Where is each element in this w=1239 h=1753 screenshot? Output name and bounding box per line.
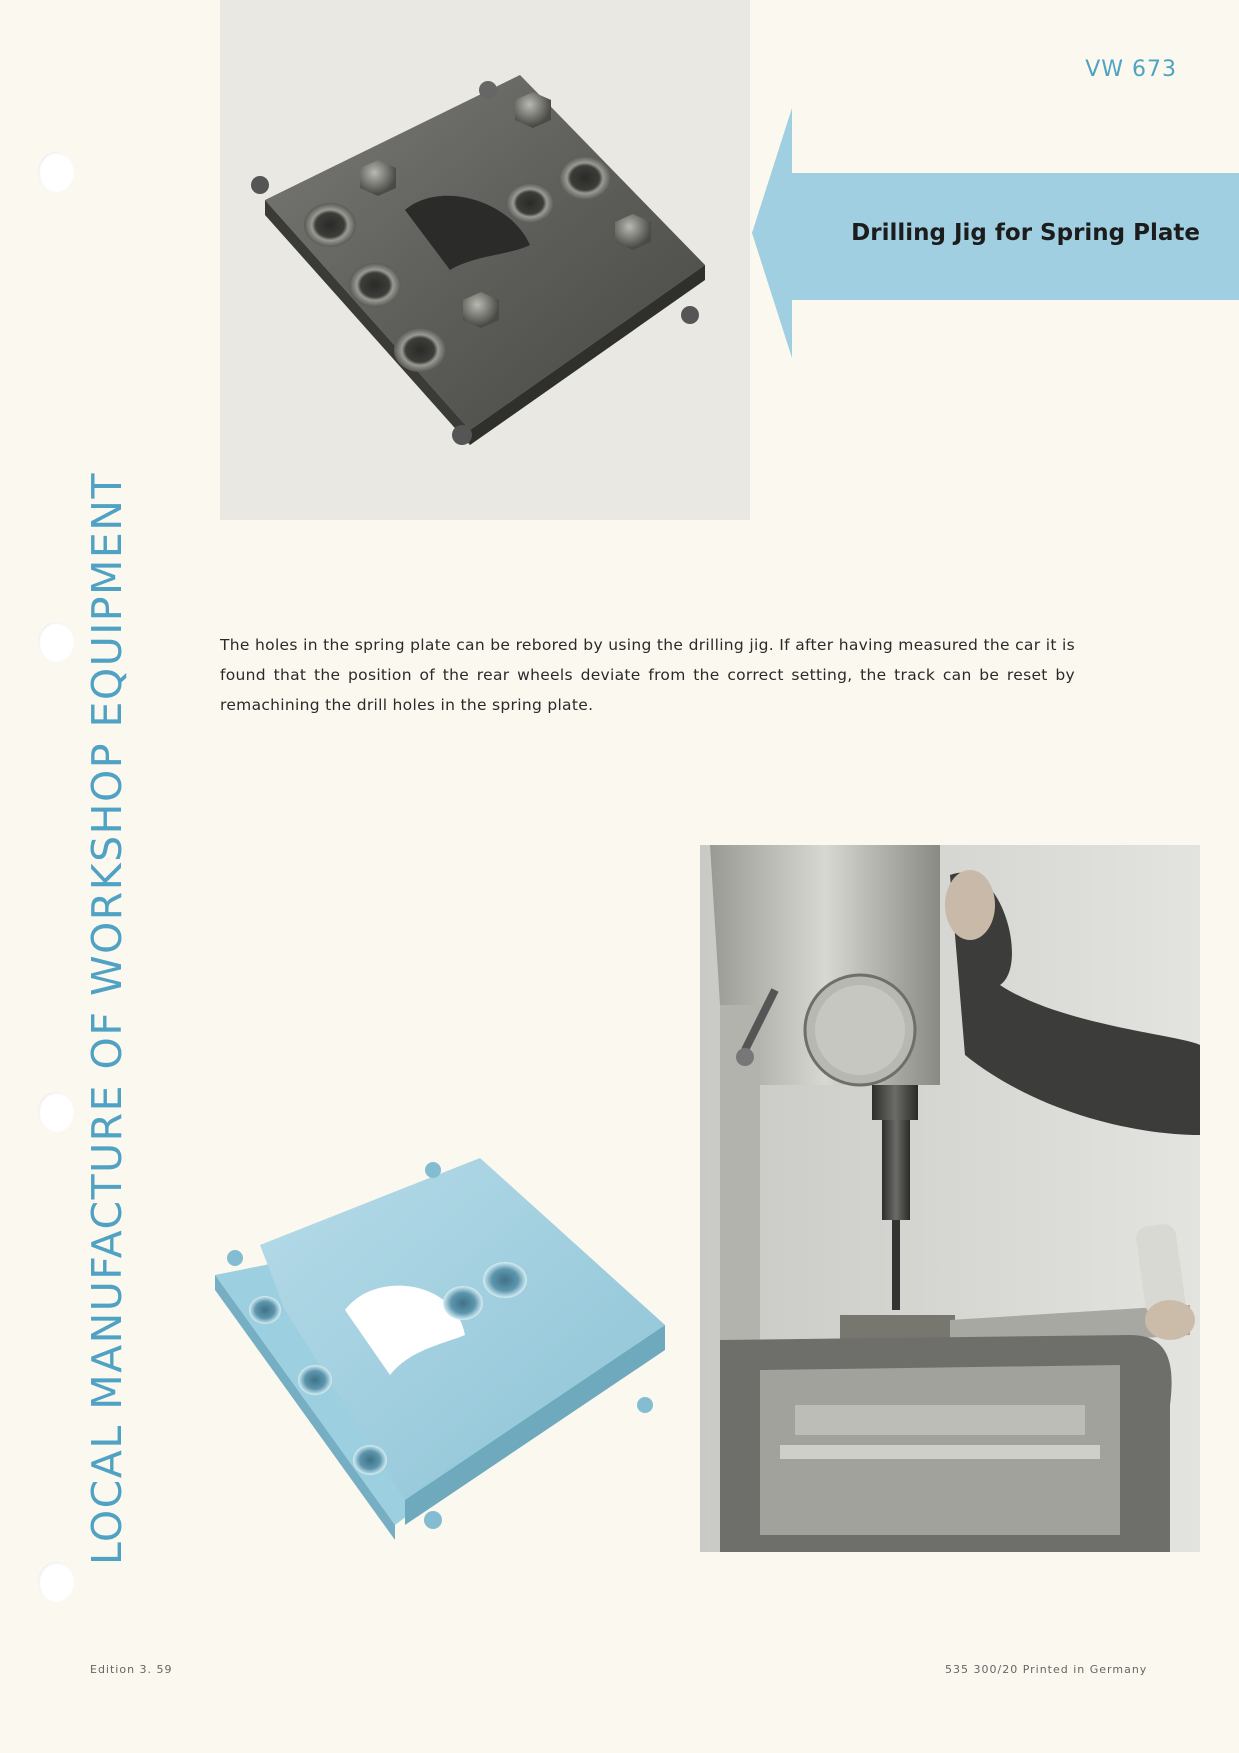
drill-press-photo [700,845,1200,1552]
document-number: VW 673 [1085,57,1177,82]
punch-hole [38,1092,74,1132]
print-info: 535 300/20 Printed in Germany [945,1663,1148,1676]
punch-hole [38,152,74,192]
page-title: Drilling Jig for Spring Plate [851,220,1200,246]
edition-label: Edition 3. 59 [90,1663,173,1676]
side-title: LOCAL MANUFACTURE OF WORKSHOP EQUIPMENT [83,471,131,1565]
description-paragraph: The holes in the spring plate can be rebored by using the drilling jig. If after having measured the car it is found that the position of the rear wheels deviate from the correct setting, the track can be reset by remachining the drill holes in the spring plate. [220,636,1075,714]
spring-plate-illustration [205,1150,675,1545]
drilling-jig-photo [220,0,750,520]
punch-hole [38,622,74,662]
punch-hole [38,1562,74,1602]
